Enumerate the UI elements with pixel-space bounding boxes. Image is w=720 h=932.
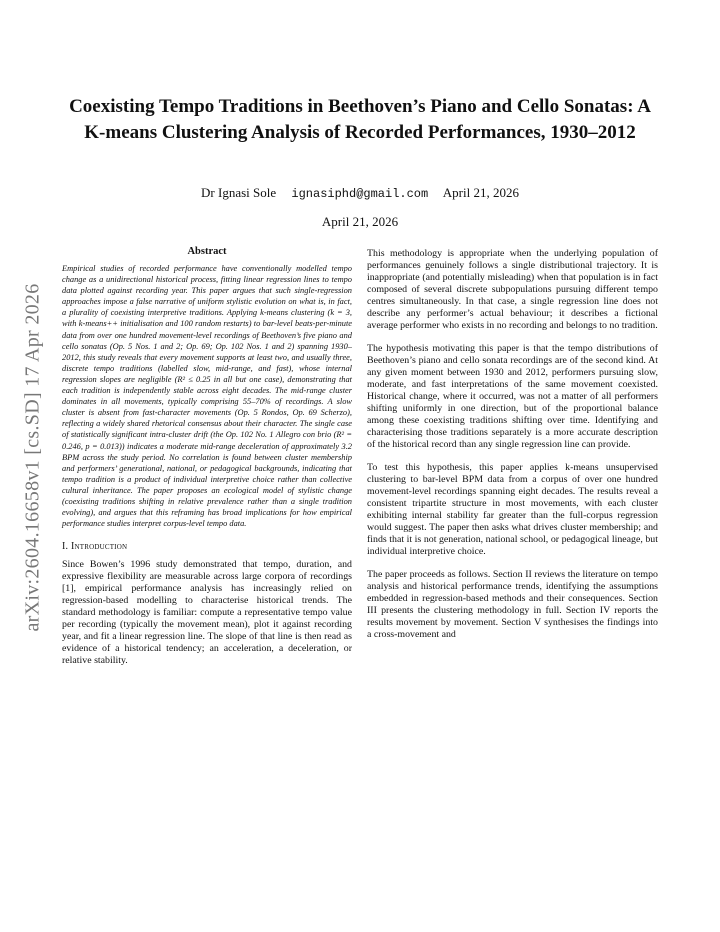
paper-date: April 21, 2026 [321,214,399,229]
introduction-paragraph-2: This methodology is appropriate when the underlying population of performances genuinely follows a single distributional trajectory. It is inappropriate (and potentially misleading) when that population is in fact composed of several discrete subpopulations pursuing different tempo centres simultaneously. In that case, a single regression line does not describe any performer’s actual behaviour; it describes a fictional average performer who exists in no recording and belongs to no tradition. [367,248,658,331]
author-line [60,185,660,202]
abstract-text: Empirical studies of recorded performance have conventionally modelled tempo change as a unidirectional historical process, fitting linear regression lines to tempo data plotted against recording year. This paper argues that such single-regression approaches impose a false narrative of uniform stylistic evolution on what is, in fact, a plurality of coexisting interpretive traditions. Applying k-means clustering (k = 3, with k-means++ initialisation and 100 random restarts) to bar-level beats-per-minute data from over one hundred movement-level recordings of Beethoven’s five piano and cello sonatas (Op. 5 Nos. 1 and 2; Op. 69; Op. 102 Nos. 1 and 2) spanning 1930–2012, this study reveals that every movement supports at least two, and usually three, discrete tempo traditions (labelled slow, mid-range, and fast), whose internal regression slopes are negligible (R² ≤ 0.25 in all but one case), demonstrating that each tradition is independently stable across eight decades. The mid-range cluster dominates in all movements, typically comprising 55–70% of recordings. A slow cluster is absent from fast-character movements (Op. 5 Rondos, Op. 69 Scherzo), reflecting a widely shared rhetorical consensus about their character. The single case of statistically significant intra-cluster drift (the Op. 102 No. 1 Allegro con brio (R² = 0.246, p = 0.013)) indicates a moderate mid-range deceleration of approximately 3.2 BPM across the study period. No correlation is found between cluster membership and performers’ generational, national, or pedagogical backgrounds, indicating that tempo tradition is a product of individual interpretive choice rather than collective cultural inheritance. The paper proposes an ecological model of stylistic change (coexisting traditions shifting in relative prevalence rather than a single tradition evolving), and argues that this reframing has broad implications for how empirical performance studies interpret corpus-level tempo data. [62,264,352,529]
author-email: ignasiphd@gmail.com [291,187,429,201]
right-column [367,248,658,652]
left-column [62,246,352,667]
author-date: April 21, 2026 [442,185,519,200]
section-title: Introduction [70,541,128,553]
section-heading-introduction [62,541,352,552]
introduction-paragraph-1: Since Bowen’s 1996 study demonstrated that tempo, duration, and expressive flexibility are measurable across large corpora of recordings [1], empirical performance analysis has increasingly relied on regression-based modelling to characterise historical trends. The standard methodology is familiar: compute a representative tempo value per recording (typically the movement mean), plot it against recording year, and fit a linear regression line. The slope of that line is then read as evidence of a historical tendency; an acceleration, a deceleration, or relative stability. [62,559,352,667]
introduction-paragraph-3: The hypothesis motivating this paper is that the tempo distributions of Beethoven’s piano and cello sonata recordings are of the second kind. At any given moment between 1930 and 2012, performers pursuing slow, moderate, and fast interpretations of the same movement coexisted. Historical change, where it occurred, was not a matter of all performers shifting uniformly in one direction, but of the proportional balance among these coexisting traditions shifting over time. Identifying and characterising those traditions separately is a more accurate description of the historical record than any single regression line can provide. [367,343,658,450]
abstract-heading: Abstract [187,246,227,257]
arxiv-identifier: arXiv:2604.16658v1 [cs.SD] 17 Apr 2026 [21,282,44,632]
author-name: Dr Ignasi Sole [201,185,277,200]
paper-title: Coexisting Tempo Traditions in Beethoven’s Piano and Cello Sonatas: A K-means Clustering Analysis of Recorded Performances, 1930–2012 [69,96,651,143]
introduction-paragraph-5: The paper proceeds as follows. Section II reviews the literature on tempo analysis and historical performance trends, identifying the assumptions embedded in regression-based methods and their consequences. Section III presents the clustering methodology in full. Section IV reports the results movement by movement. Section V synthesises the findings into a cross-movement and [367,569,658,640]
arxiv-sidebar [20,262,46,652]
introduction-paragraph-4: To test this hypothesis, this paper applies k-means unsupervised clustering to bar-level BPM data from a corpus of over one hundred movement-level recordings spanning eight decades. The results reveal a consistent tripartite structure in most movements, with each cluster exhibiting internal stability far greater than the full-corpus regression would suggest. The paper then asks what drives cluster membership; and finds that it is not generation, national school, or pedagogical lineage, but individual interpretive choice. [367,462,658,557]
section-number: I. [62,541,69,553]
